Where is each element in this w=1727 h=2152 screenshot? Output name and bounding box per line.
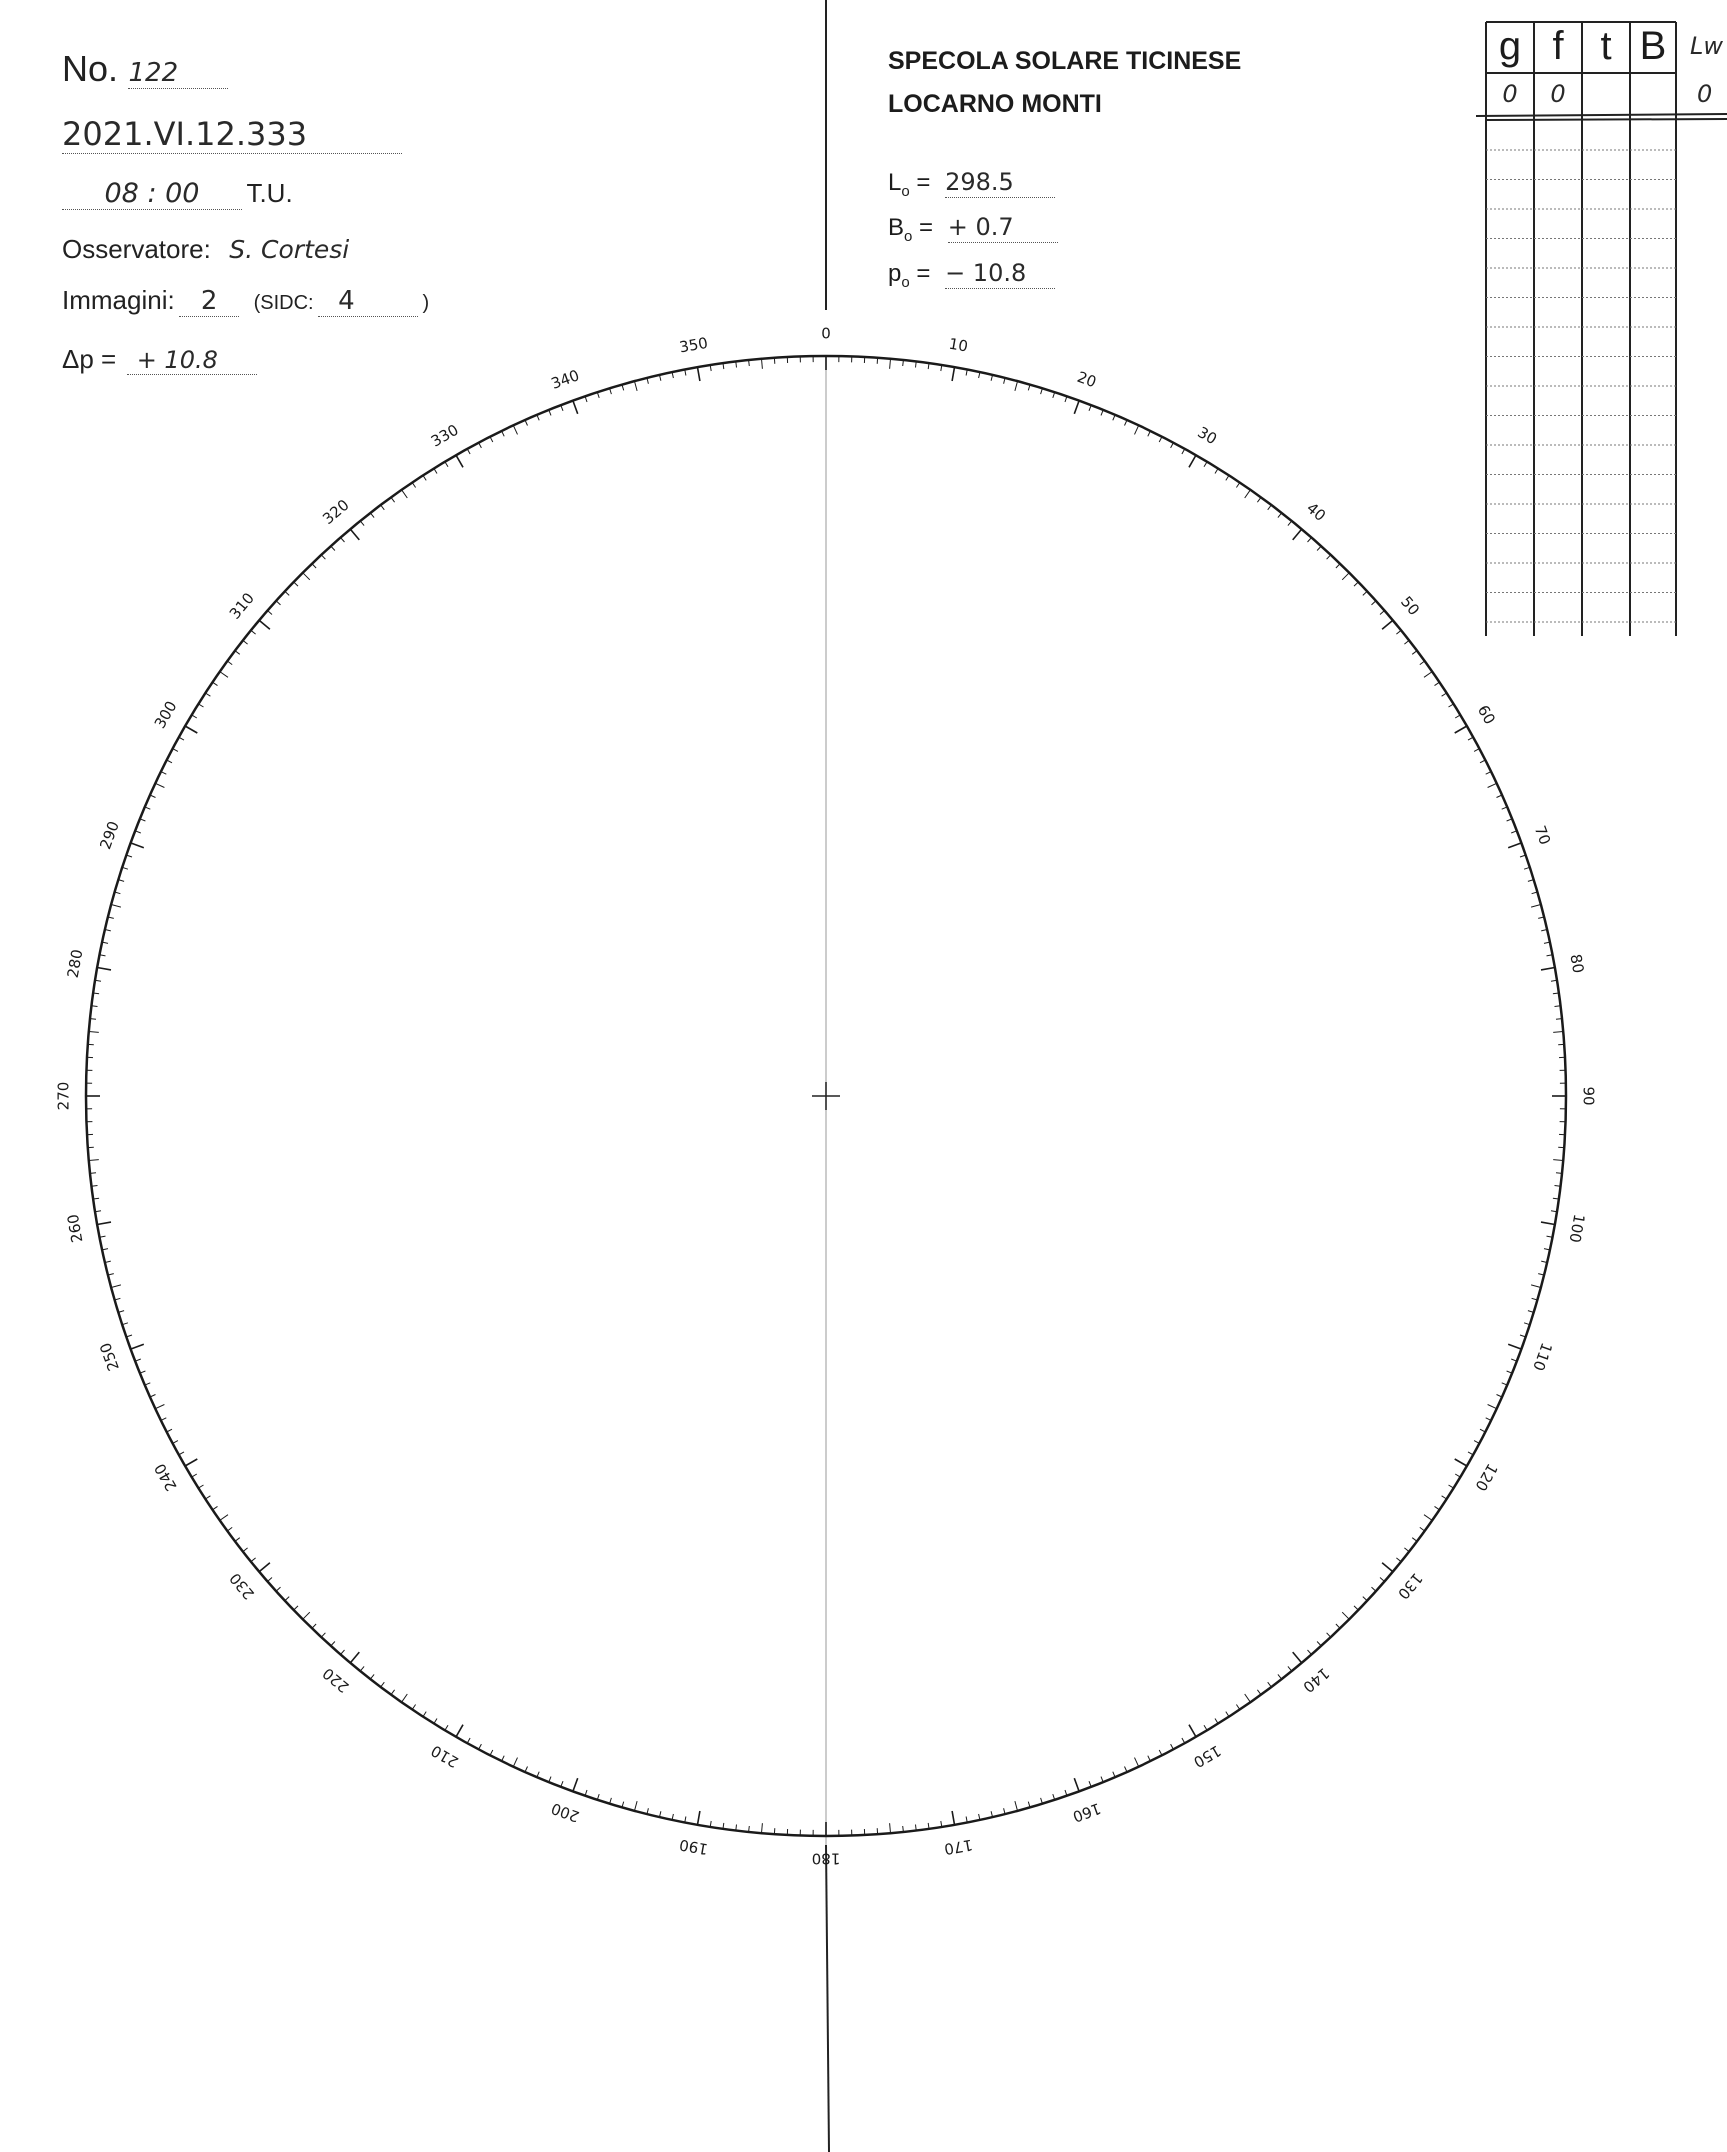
degree-tick bbox=[423, 1712, 426, 1717]
degree-tick bbox=[360, 1666, 364, 1671]
degree-tick bbox=[434, 468, 437, 473]
degree-tick bbox=[445, 462, 448, 467]
degree-tick bbox=[276, 1587, 280, 1591]
angle-label: 130 bbox=[1393, 1569, 1427, 1603]
degree-tick bbox=[227, 1527, 232, 1531]
degree-tick bbox=[1015, 381, 1018, 391]
degree-tick bbox=[1412, 651, 1417, 655]
degree-tick bbox=[360, 521, 364, 526]
degree-tick bbox=[1474, 1441, 1479, 1444]
angle-label: 280 bbox=[63, 947, 87, 980]
degree-tick bbox=[1189, 455, 1196, 467]
angle-label: 120 bbox=[1471, 1460, 1502, 1495]
degree-tick bbox=[97, 1222, 111, 1224]
degree-tick bbox=[412, 483, 415, 488]
degree-tick bbox=[1442, 1496, 1447, 1499]
degree-tick bbox=[490, 1750, 493, 1755]
degree-tick bbox=[1148, 1756, 1151, 1761]
angle-label: 0 bbox=[821, 324, 831, 343]
images-value: 2 bbox=[200, 286, 218, 316]
degree-tick bbox=[198, 704, 203, 707]
degree-tick bbox=[90, 1173, 96, 1174]
degree-tick bbox=[1189, 1725, 1196, 1737]
degree-tick bbox=[1449, 1485, 1454, 1488]
degree-tick bbox=[762, 1823, 763, 1833]
angle-label: 100 bbox=[1565, 1212, 1589, 1245]
degree-tick bbox=[1449, 704, 1454, 707]
degree-tick bbox=[1455, 726, 1467, 733]
degree-tick bbox=[402, 490, 408, 498]
degree-tick bbox=[1074, 1778, 1079, 1791]
degree-tick bbox=[1293, 529, 1302, 540]
delta-p-value: + 10.8 bbox=[136, 346, 218, 374]
degree-tick bbox=[285, 591, 289, 595]
sidc-label: (SIDC: bbox=[253, 292, 314, 314]
degree-tick bbox=[1435, 1506, 1440, 1509]
degree-tick bbox=[173, 749, 178, 752]
degree-tick bbox=[1531, 1285, 1541, 1288]
degree-tick bbox=[698, 367, 700, 381]
degree-tick bbox=[381, 1682, 385, 1687]
degree-tick bbox=[185, 1459, 197, 1466]
degree-tick bbox=[1308, 538, 1312, 543]
degree-tick bbox=[243, 640, 248, 644]
param-b0: $B_o$ = + 0.7 bbox=[888, 213, 1058, 245]
degree-tick bbox=[1171, 443, 1174, 448]
degree-tick bbox=[1236, 1705, 1239, 1710]
angle-label: 20 bbox=[1074, 367, 1099, 392]
degree-tick bbox=[1424, 672, 1432, 678]
degree-tick bbox=[251, 1558, 256, 1562]
number-value: 122 bbox=[128, 58, 179, 88]
angle-label: 290 bbox=[96, 818, 123, 852]
degree-tick bbox=[294, 582, 298, 586]
col-b-header: B bbox=[1639, 24, 1667, 68]
time-unit: T.U. bbox=[246, 178, 293, 208]
degree-tick bbox=[1541, 968, 1555, 970]
angle-label: 200 bbox=[548, 1799, 582, 1826]
degree-tick bbox=[1468, 737, 1473, 740]
param-p0-value: − 10.8 bbox=[945, 259, 1027, 287]
degree-tick bbox=[903, 360, 904, 366]
lw-value[interactable]: 0 bbox=[1697, 80, 1713, 108]
degree-tick bbox=[1125, 1767, 1128, 1773]
param-p0-sub: o bbox=[901, 273, 910, 291]
angle-label: 10 bbox=[947, 334, 970, 356]
degree-tick bbox=[1555, 1186, 1561, 1187]
degree-tick bbox=[1074, 401, 1079, 414]
degree-tick bbox=[1541, 1222, 1555, 1224]
degree-tick bbox=[1404, 1548, 1409, 1552]
degree-tick bbox=[370, 513, 374, 518]
param-p0-symbol: p bbox=[888, 260, 902, 287]
degree-tick bbox=[490, 437, 493, 442]
degree-tick bbox=[1342, 573, 1349, 580]
degree-tick bbox=[479, 443, 482, 448]
degree-tick bbox=[276, 601, 280, 605]
angle-label: 140 bbox=[1299, 1663, 1333, 1697]
degree-tick bbox=[1486, 772, 1491, 775]
degree-tick bbox=[213, 1506, 218, 1509]
degree-tick bbox=[1015, 1801, 1018, 1811]
degree-tick bbox=[89, 1160, 99, 1161]
observer-value[interactable]: S. Cortesi bbox=[229, 235, 350, 264]
observatory-location: LOCARNO MONTI bbox=[888, 90, 1102, 118]
degree-tick bbox=[370, 1674, 374, 1679]
degree-tick bbox=[331, 1642, 335, 1646]
degree-tick bbox=[167, 760, 172, 763]
number-label: No. bbox=[62, 48, 119, 89]
degree-tick bbox=[321, 1633, 325, 1637]
degree-tick bbox=[762, 359, 763, 369]
degree-tick bbox=[423, 475, 426, 480]
degree-tick bbox=[259, 1563, 270, 1572]
degree-tick bbox=[1245, 1694, 1251, 1702]
degree-tick bbox=[1555, 1006, 1561, 1007]
degree-tick bbox=[1336, 1624, 1340, 1628]
degree-tick bbox=[1488, 783, 1497, 787]
degree-tick bbox=[92, 1006, 98, 1007]
degree-tick bbox=[381, 505, 385, 510]
angle-label: 190 bbox=[677, 1835, 710, 1859]
angle-label: 260 bbox=[63, 1212, 87, 1245]
degree-tick bbox=[1372, 601, 1376, 605]
degree-tick bbox=[1148, 431, 1151, 436]
date-value: 2021.VI.12.333 bbox=[62, 115, 308, 153]
degree-tick bbox=[1159, 437, 1162, 442]
degree-tick bbox=[341, 1650, 345, 1655]
degree-tick bbox=[513, 425, 517, 434]
degree-tick bbox=[1182, 449, 1185, 454]
degree-tick bbox=[251, 630, 256, 634]
degree-tick bbox=[635, 381, 638, 391]
degree-tick bbox=[161, 1418, 166, 1421]
degree-tick bbox=[479, 1744, 482, 1749]
angle-label: 180 bbox=[811, 1849, 841, 1868]
degree-tick bbox=[331, 546, 335, 550]
degree-tick bbox=[1236, 483, 1239, 488]
degree-tick bbox=[1182, 1738, 1185, 1743]
degree-tick bbox=[513, 1758, 517, 1767]
angle-label: 350 bbox=[677, 333, 710, 357]
degree-tick bbox=[131, 1344, 144, 1349]
degree-tick bbox=[903, 1826, 904, 1832]
degree-tick bbox=[205, 1496, 210, 1499]
lw-label: Lw bbox=[1690, 32, 1723, 60]
degree-tick bbox=[92, 1186, 98, 1187]
time-value: 08 : 00 bbox=[104, 178, 200, 209]
degree-tick bbox=[1420, 1527, 1425, 1531]
degree-tick bbox=[1257, 497, 1261, 502]
degree-tick bbox=[350, 1652, 359, 1663]
degree-tick bbox=[467, 1738, 470, 1743]
angle-label: 170 bbox=[942, 1835, 975, 1859]
degree-tick bbox=[1226, 1712, 1229, 1717]
degree-tick bbox=[1159, 1750, 1162, 1755]
angle-label: 240 bbox=[150, 1460, 181, 1495]
degree-tick bbox=[1354, 1606, 1358, 1610]
degree-tick bbox=[312, 1624, 316, 1628]
degree-tick bbox=[1556, 1019, 1562, 1020]
angle-label: 300 bbox=[150, 697, 181, 732]
degree-tick bbox=[1455, 1459, 1467, 1466]
angle-label: 80 bbox=[1566, 952, 1588, 975]
degree-tick bbox=[155, 1405, 164, 1409]
degree-tick bbox=[573, 1778, 578, 1791]
degree-tick bbox=[1553, 1160, 1563, 1161]
degree-tick bbox=[179, 737, 184, 740]
param-b0-symbol: B bbox=[888, 214, 905, 241]
degree-tick bbox=[1372, 1587, 1376, 1591]
bottom-axis-line bbox=[826, 1845, 829, 2152]
degree-tick bbox=[1497, 1395, 1503, 1398]
param-p0: $p_o$ = − 10.8 bbox=[888, 259, 1055, 291]
angle-label: 110 bbox=[1529, 1340, 1556, 1374]
degree-tick bbox=[1308, 1650, 1312, 1655]
degree-tick bbox=[736, 1825, 737, 1831]
degree-tick bbox=[434, 1719, 437, 1724]
degree-tick bbox=[1396, 630, 1401, 634]
degree-tick bbox=[1435, 682, 1440, 685]
degree-tick bbox=[161, 772, 166, 775]
degree-tick bbox=[235, 1538, 240, 1542]
degree-tick bbox=[213, 682, 218, 685]
degree-tick bbox=[391, 1690, 395, 1695]
degree-tick bbox=[111, 1285, 121, 1288]
degree-tick bbox=[916, 362, 917, 368]
degree-tick bbox=[1363, 1597, 1367, 1601]
degree-tick bbox=[1531, 905, 1541, 908]
degree-tick bbox=[749, 1826, 750, 1832]
degree-tick bbox=[1171, 1744, 1174, 1749]
sidc-value: 4 bbox=[338, 286, 355, 316]
col-g-header: g bbox=[1498, 24, 1522, 68]
degree-tick bbox=[198, 1485, 203, 1488]
angle-label: 70 bbox=[1530, 823, 1555, 848]
degree-tick bbox=[573, 401, 578, 414]
degree-tick bbox=[150, 795, 156, 798]
angle-label: 210 bbox=[427, 1741, 462, 1772]
degree-tick bbox=[312, 564, 316, 568]
degree-tick bbox=[1268, 505, 1272, 510]
degree-tick bbox=[502, 1756, 505, 1761]
angle-label: 270 bbox=[54, 1081, 73, 1111]
degree-tick bbox=[412, 1705, 415, 1710]
degree-tick bbox=[1293, 1652, 1302, 1663]
degree-tick bbox=[220, 672, 228, 678]
angle-label: 330 bbox=[427, 420, 462, 451]
degree-tick bbox=[1354, 582, 1358, 586]
degree-tick bbox=[1382, 620, 1393, 629]
degree-tick bbox=[1278, 513, 1282, 518]
degree-tick bbox=[525, 1767, 528, 1773]
degree-tick bbox=[1488, 1405, 1497, 1409]
degree-tick bbox=[150, 1395, 156, 1398]
degree-tick bbox=[1288, 521, 1292, 526]
degree-tick bbox=[736, 362, 737, 368]
degree-tick bbox=[1226, 475, 1229, 480]
degree-tick bbox=[1442, 693, 1447, 696]
degree-tick bbox=[1336, 564, 1340, 568]
col-f-value[interactable]: 0 bbox=[1550, 80, 1566, 108]
degree-tick bbox=[303, 1612, 310, 1619]
degree-tick bbox=[1135, 1758, 1139, 1767]
angle-label: 50 bbox=[1397, 592, 1424, 619]
angle-label: 340 bbox=[548, 366, 582, 393]
degree-tick bbox=[1317, 1642, 1321, 1646]
degree-tick bbox=[1556, 1173, 1562, 1174]
degree-tick bbox=[294, 1606, 298, 1610]
degree-tick bbox=[220, 1515, 228, 1521]
degree-tick bbox=[285, 1597, 289, 1601]
degree-tick bbox=[1245, 490, 1251, 498]
degree-tick bbox=[502, 431, 505, 436]
degree-tick bbox=[749, 360, 750, 366]
degree-tick bbox=[1380, 611, 1385, 615]
angle-label: 90 bbox=[1579, 1086, 1598, 1106]
degree-tick bbox=[167, 1429, 172, 1432]
degree-tick bbox=[525, 420, 528, 426]
degree-tick bbox=[1474, 749, 1479, 752]
degree-tick bbox=[1508, 1344, 1521, 1349]
col-t-header: t bbox=[1600, 24, 1612, 68]
degree-tick bbox=[173, 1441, 178, 1444]
degree-tick bbox=[952, 367, 954, 381]
degree-tick bbox=[1497, 795, 1503, 798]
degree-tick bbox=[1317, 546, 1321, 550]
observatory-name: SPECOLA SOLARE TICINESE bbox=[888, 47, 1242, 75]
degree-tick bbox=[1278, 1674, 1282, 1679]
angle-label: 60 bbox=[1473, 701, 1499, 728]
angle-label: 310 bbox=[225, 589, 259, 623]
degree-tick bbox=[321, 555, 325, 559]
degree-tick bbox=[1257, 1690, 1261, 1695]
degree-tick bbox=[1486, 1418, 1491, 1421]
degree-tick bbox=[1204, 462, 1207, 467]
degree-tick bbox=[1424, 1515, 1432, 1521]
degree-tick bbox=[698, 1811, 700, 1825]
degree-tick bbox=[1396, 1558, 1401, 1562]
degree-tick bbox=[1480, 1429, 1485, 1432]
angle-label: 30 bbox=[1194, 423, 1221, 449]
degree-tick bbox=[445, 1725, 448, 1730]
degree-tick bbox=[243, 1548, 248, 1552]
degree-tick bbox=[1204, 1725, 1207, 1730]
degree-tick bbox=[192, 715, 197, 718]
param-b0-sub: o bbox=[904, 227, 913, 245]
degree-tick bbox=[1480, 760, 1485, 763]
degree-tick bbox=[1135, 425, 1139, 434]
degree-tick bbox=[1412, 1538, 1417, 1542]
degree-tick bbox=[1508, 843, 1521, 848]
degree-tick bbox=[1363, 591, 1367, 595]
sidc-close: ) bbox=[422, 292, 430, 314]
angle-label: 160 bbox=[1070, 1799, 1104, 1826]
images-label: Immagini: bbox=[62, 285, 175, 315]
angle-label: 40 bbox=[1303, 498, 1330, 525]
degree-tick bbox=[391, 497, 395, 502]
degree-tick bbox=[916, 1825, 917, 1831]
degree-tick bbox=[235, 651, 240, 655]
degree-tick bbox=[185, 726, 197, 733]
angle-label: 220 bbox=[319, 1663, 353, 1697]
degree-tick bbox=[259, 620, 270, 629]
degree-tick bbox=[1215, 468, 1218, 473]
degree-tick bbox=[111, 905, 121, 908]
degree-tick bbox=[268, 611, 273, 615]
degree-tick bbox=[303, 573, 310, 580]
degree-tick bbox=[97, 968, 111, 970]
degree-tick bbox=[402, 1694, 408, 1702]
degree-tick bbox=[1404, 640, 1409, 644]
angle-label: 250 bbox=[96, 1340, 123, 1374]
degree-tick bbox=[1382, 1563, 1393, 1572]
angle-label: 230 bbox=[225, 1569, 259, 1603]
param-l0-value: 298.5 bbox=[945, 168, 1014, 196]
degree-tick bbox=[1327, 555, 1331, 559]
degree-tick bbox=[1342, 1612, 1349, 1619]
col-g-value[interactable]: 0 bbox=[1502, 80, 1518, 108]
angle-label: 150 bbox=[1190, 1741, 1225, 1772]
degree-tick bbox=[192, 1474, 197, 1477]
degree-tick bbox=[90, 1019, 96, 1020]
degree-tick bbox=[1553, 1032, 1563, 1033]
degree-tick bbox=[1288, 1666, 1292, 1671]
degree-tick bbox=[1327, 1633, 1331, 1637]
degree-tick bbox=[952, 1811, 954, 1825]
param-l0: $L_o = 298.5$ bbox=[888, 168, 1055, 200]
angle-label: 320 bbox=[319, 495, 353, 529]
degree-tick bbox=[456, 1725, 463, 1737]
degree-tick bbox=[1455, 715, 1460, 718]
degree-tick bbox=[350, 529, 359, 540]
degree-tick bbox=[1380, 1578, 1385, 1582]
param-l0-sub: o bbox=[901, 182, 910, 200]
degree-tick bbox=[227, 661, 232, 665]
degree-tick bbox=[1215, 1719, 1218, 1724]
degree-tick bbox=[89, 1032, 99, 1033]
degree-tick bbox=[467, 449, 470, 454]
degree-tick bbox=[1420, 661, 1425, 665]
degree-tick bbox=[890, 359, 891, 369]
observer-label: Osservatore: bbox=[62, 234, 211, 264]
degree-tick bbox=[205, 693, 210, 696]
col-f-header: f bbox=[1552, 24, 1564, 68]
param-l0-symbol: L bbox=[888, 169, 902, 196]
degree-tick bbox=[131, 843, 144, 848]
degree-tick bbox=[1455, 1474, 1460, 1477]
degree-tick bbox=[179, 1452, 184, 1455]
degree-tick bbox=[890, 1823, 891, 1833]
degree-tick bbox=[155, 783, 164, 787]
degree-tick bbox=[341, 538, 345, 543]
degree-tick bbox=[1268, 1682, 1272, 1687]
param-b0-value: + 0.7 bbox=[947, 213, 1014, 241]
degree-tick bbox=[1125, 420, 1128, 426]
degree-tick bbox=[456, 455, 463, 467]
degree-tick bbox=[1468, 1452, 1473, 1455]
delta-p-label: Δp = bbox=[62, 344, 117, 374]
degree-tick bbox=[635, 1801, 638, 1811]
degree-tick bbox=[268, 1578, 273, 1582]
